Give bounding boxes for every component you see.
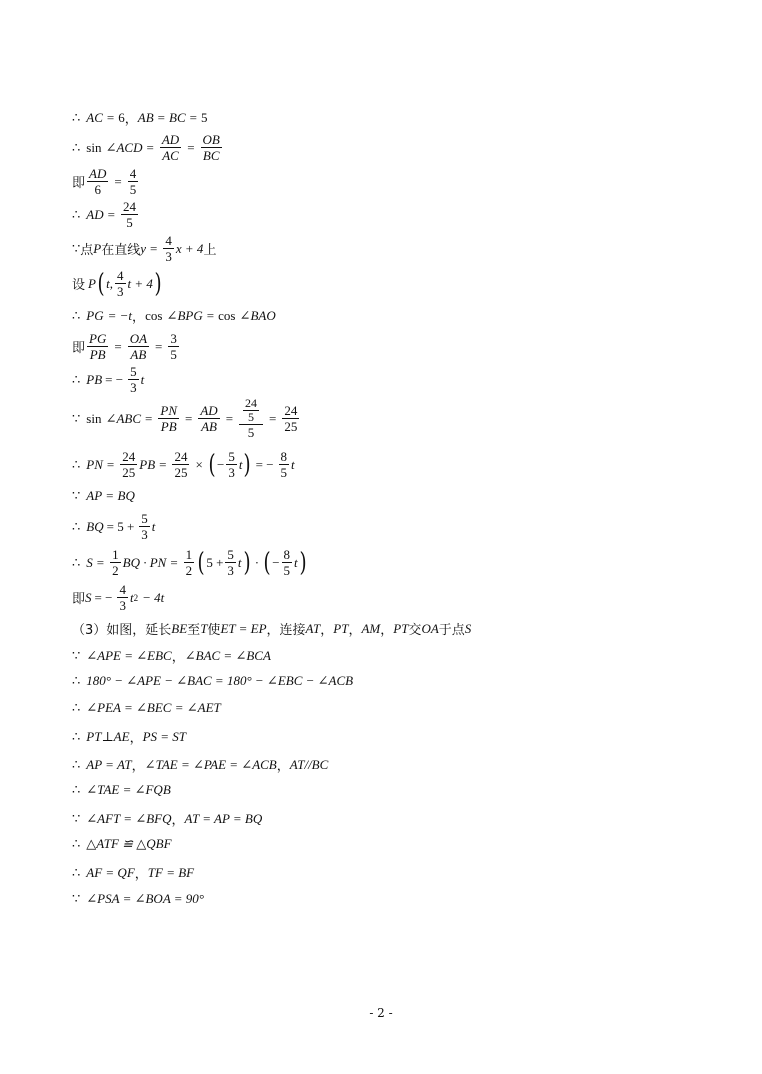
- fraction: $\frac{24}{5}$: [122, 199, 136, 230]
- step-pt-perp-ae: ∴ PT⊥AE ， PS = ST: [72, 728, 187, 746]
- part-3-construction: （3）如图，延长 BE 至 T 使 ET = EP ，连接 AT ， PT ， AM ， PT 交 OA 于点 S: [72, 620, 472, 638]
- fraction: $\frac{AD}{AC}$: [161, 132, 180, 163]
- step-pg-pb-ratio: 即 $\frac{PG}{PB}$ = $\frac{OA}{AB}$ = $\frac{3}{5}$: [72, 331, 177, 362]
- fraction: $\frac{8}{5}$: [280, 449, 288, 480]
- fraction: $\frac{5}{3}$: [130, 364, 137, 395]
- fraction: $\frac{5}{3}$: [227, 547, 234, 578]
- page-number: - 2 -: [369, 1006, 393, 1020]
- fraction: $\frac{4}{3}$: [117, 268, 124, 299]
- compound-fraction: $\frac{\frac{24}{5}}{5}$: [239, 397, 263, 440]
- step-ad-ratio: 即 $\frac{AD}{6}$ = $\frac{4}{5}$: [72, 166, 137, 197]
- step-sin-abc: ∵ sin ∠ABC = $\frac{PN}{PB}$ = $\frac{AD}{AB}$ = $\frac{\frac{24}{5}}{5}$ = $\frac{24}{25}$: [72, 396, 298, 440]
- step-pb-value: ∴ PB = − $\frac{5}{3}$ t: [72, 364, 145, 395]
- step-s-expression: ∴ S = $\frac{1}{2}$ BQ · PN = $\frac{1}{2}$ ( 5 + $\frac{5}{3}$ t ) · ( − $\frac{8}{5}$ t ): [72, 547, 307, 578]
- fraction: $\frac{5}{3}$: [228, 449, 235, 480]
- fraction: $\frac{AD}{AB}$: [200, 403, 218, 434]
- step-180-difference: ∴ 180° − ∠APE − ∠BAC = 180° − ∠EBC − ∠ACB: [72, 673, 354, 688]
- step-angle-tae: ∴ ∠TAE = ∠FQB: [72, 782, 171, 797]
- step-af-qf: ∴ AF = QF ， TF = BF: [72, 864, 195, 882]
- step-angle-aft: ∵ ∠AFT = ∠BFQ ， AT = AP = BQ: [72, 810, 263, 828]
- step-point-p-on-line: ∵ 点 P 在直线 y = $\frac{4}{3}$ x + 4 上: [72, 233, 217, 264]
- step-pg-cos: ∴ PG = −t ， cos ∠BPG = cos ∠BAO: [72, 307, 276, 325]
- fraction: $\frac{4}{5}$: [129, 166, 137, 197]
- step-congruent-triangles: ∴ △ATF ≌ △QBF: [72, 836, 172, 851]
- step-ap-at: ∴ AP = AT ， ∠TAE = ∠PAE = ∠ACB ， AT//BC: [72, 756, 329, 774]
- fraction: $\frac{OB}{BC}$: [202, 132, 220, 163]
- step-angle-psa: ∵ ∠PSA = ∠BOA = 90°: [72, 891, 204, 906]
- step-s-final: 即 S = − $\frac{4}{3}$ t 2 − 4t: [72, 582, 165, 613]
- fraction: $\frac{3}{5}$: [170, 331, 177, 362]
- fraction: $\frac{24}{25}$: [284, 403, 298, 434]
- step-ad-value: ∴ AD = $\frac{24}{5}$: [72, 199, 136, 230]
- fraction: $\frac{8}{5}$: [283, 547, 291, 578]
- step-pn-value: ∴ PN = $\frac{24}{25}$ PB = $\frac{24}{25}$ × ( − $\frac{5}{3}$ t ) = − $\frac{8}{5}$ t: [72, 449, 295, 480]
- step-ap-bq: ∵ AP = BQ: [72, 488, 135, 503]
- fraction: $\frac{24}{25}$: [174, 449, 188, 480]
- fraction: $\frac{24}{5}$: [245, 396, 258, 424]
- step-sin-acd: ∴ sin ∠ACD = $\frac{AD}{AC}$ = $\frac{OB}{BC}$: [72, 132, 220, 163]
- fraction: $\frac{5}{3}$: [141, 511, 148, 542]
- fraction: $\frac{AD}{6}$: [89, 166, 107, 197]
- therefore-symbol: ∴: [72, 109, 81, 125]
- step-set-p: 设 P ( t, $\frac{4}{3}$ t + 4 ): [72, 268, 162, 299]
- fraction: $\frac{24}{25}$: [122, 449, 136, 480]
- step-angle-ape: ∵ ∠APE = ∠EBC ， ∠BAC = ∠BCA: [72, 647, 271, 665]
- step-angle-pea: ∴ ∠PEA = ∠BEC = ∠AET: [72, 700, 221, 715]
- step-bq-value: ∴ BQ = 5 + $\frac{5}{3}$ t: [72, 511, 156, 542]
- step-ac-ab-bc: ∴ AC = 6 ， AB = BC = 5: [72, 109, 208, 127]
- fraction: $\frac{1}{2}$: [185, 547, 193, 578]
- fraction: $\frac{4}{3}$: [119, 582, 126, 613]
- fraction: $\frac{OA}{AB}$: [129, 331, 148, 362]
- fraction: $\frac{PN}{PB}$: [160, 403, 178, 434]
- fraction: $\frac{1}{2}$: [112, 547, 119, 578]
- fraction: $\frac{4}{3}$: [165, 233, 172, 264]
- fraction: $\frac{PG}{PB}$: [89, 331, 107, 362]
